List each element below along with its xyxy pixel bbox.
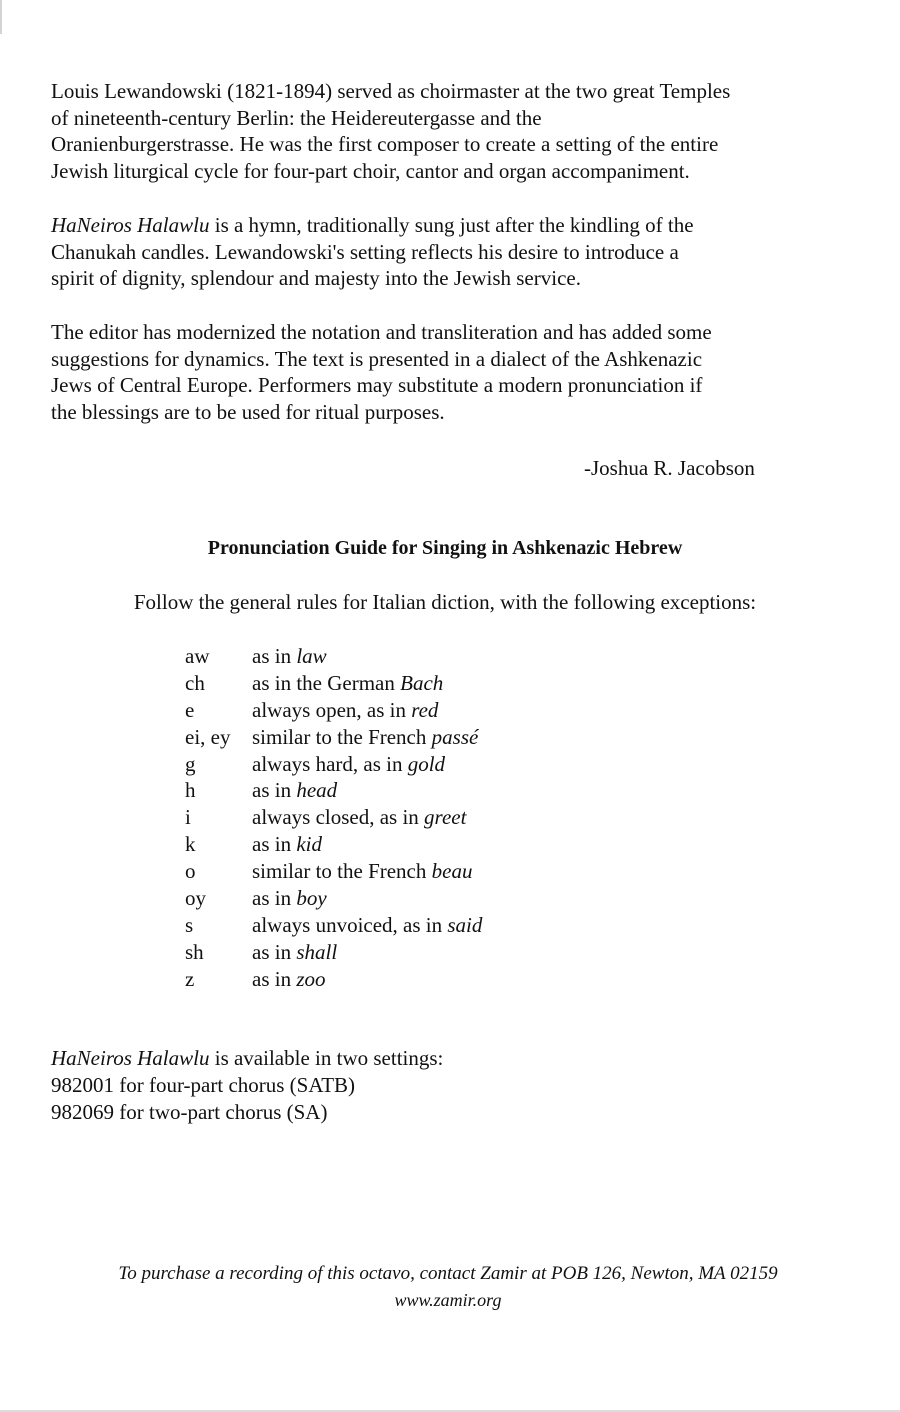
pronunciation-description (252, 885, 327, 912)
description-text: as in (252, 832, 297, 857)
pronunciation-entry (185, 966, 482, 993)
text-line: spirit of dignity, splendour and majesty into the Jewish service. (51, 266, 581, 291)
pronunciation-entry (185, 724, 482, 751)
pronunciation-example: law (296, 644, 327, 668)
pronunciation-example: kid (296, 832, 322, 857)
pronunciation-description (252, 697, 438, 724)
pronunciation-description (252, 966, 326, 993)
editor-signature: -Joshua R. Jacobson (584, 456, 755, 480)
pronunciation-description (252, 724, 478, 751)
text-line: Oranienburgerstrasse. He was the first composer to create a setting of the entire (51, 132, 719, 157)
description-text: always unvoiced, as in (252, 912, 448, 937)
pronunciation-example: shall (296, 939, 338, 964)
availability-section (51, 1045, 443, 1126)
pronunciation-key: i (185, 805, 191, 830)
pronunciation-key: s (185, 912, 194, 937)
description-text: similar to the French (252, 724, 432, 749)
pronunciation-description (252, 831, 322, 858)
description-text: as in (252, 644, 297, 668)
pronunciation-example: greet (424, 805, 467, 830)
pronunciation-key: ch (185, 670, 205, 695)
pronunciation-description (252, 777, 337, 804)
pronunciation-entry (185, 751, 482, 778)
pronunciation-description (252, 643, 327, 670)
pronunciation-entry (185, 939, 482, 966)
description-text: as in the German (252, 670, 401, 695)
pronunciation-key: sh (185, 939, 204, 964)
pronunciation-description (252, 939, 337, 966)
description-text: as in (252, 939, 297, 964)
pronunciation-key: ei, ey (185, 724, 231, 749)
pronunciation-description (252, 670, 443, 697)
availability-heading (51, 1045, 443, 1072)
pronunciation-example: Bach (400, 670, 444, 695)
description-text: always open, as in (252, 697, 412, 722)
text-line: the blessings are to be used for ritual purposes. (51, 400, 445, 425)
pronunciation-example: red (411, 697, 439, 722)
intro-paragraph-hymn (51, 212, 851, 292)
website-url: www.zamir.org (394, 1290, 502, 1310)
text-line: of nineteenth-century Berlin: the Heidereutergasse and the (51, 105, 542, 130)
pronunciation-key: g (185, 751, 196, 776)
description-text: always closed, as in (252, 805, 425, 830)
text-line: Chanukah candles. Lewandowski's setting reflects his desire to introduce a (51, 239, 679, 264)
pronunciation-example: boy (296, 886, 327, 911)
purchase-note: To purchase a recording of this octavo, contact Zamir at POB 126, Newton, MA 02159 (118, 1263, 778, 1284)
description-text: as in (252, 886, 297, 911)
hymn-title: HaNeiros Halawlu (51, 1046, 210, 1070)
pronunciation-description (252, 804, 466, 831)
pronunciation-key: oy (185, 886, 206, 911)
pronunciation-example: gold (407, 751, 446, 776)
pronunciation-guide-intro: Follow the general rules for Italian diction, with the following exceptions: (133, 590, 757, 614)
description-text: similar to the French (252, 859, 432, 884)
text-line: Jews of Central Europe. Performers may substitute a modern pronunciation if (51, 373, 703, 398)
pronunciation-description (252, 912, 482, 939)
pronunciation-entry (185, 804, 482, 831)
pronunciation-entry (185, 912, 482, 939)
pronunciation-entry (185, 858, 482, 885)
purchase-footer (0, 1260, 896, 1314)
pronunciation-entry (185, 697, 482, 724)
pronunciation-key: k (185, 832, 196, 857)
pronunciation-entry (185, 643, 482, 670)
pronunciation-key: z (185, 966, 195, 991)
pronunciation-entry (185, 831, 482, 858)
pronunciation-example: beau (431, 859, 473, 884)
pronunciation-key: h (185, 778, 196, 803)
pronunciation-key: e (185, 697, 195, 722)
page-edge-line (0, 0, 2, 34)
pronunciation-description (252, 751, 445, 778)
text-line (51, 212, 851, 239)
pronunciation-entry (185, 670, 482, 697)
pronunciation-guide-title: Pronunciation Guide for Singing in Ashkenazic Hebrew (207, 537, 683, 559)
pronunciation-list (185, 643, 482, 993)
setting-item: 982069 for two-part chorus (SA) (51, 1100, 328, 1124)
pronunciation-key: aw (185, 644, 210, 668)
intro-paragraph-composer (51, 78, 851, 185)
pronunciation-example: head (296, 778, 338, 803)
intro-paragraph-editor (51, 319, 851, 426)
text-line: Jewish liturgical cycle for four-part choir, cantor and organ accompaniment. (51, 159, 690, 184)
pronunciation-entry (185, 777, 482, 804)
pronunciation-example: passé (431, 724, 479, 749)
pronunciation-example: zoo (296, 966, 326, 991)
pronunciation-description (252, 858, 472, 885)
text-line: Louis Lewandowski (1821-1894) served as choirmaster at the two great Temples (51, 79, 731, 103)
pronunciation-example: said (447, 912, 483, 937)
description-text: as in (252, 778, 297, 803)
pronunciation-entry (185, 885, 482, 912)
text-fragment: is available in two settings: (209, 1046, 444, 1070)
pronunciation-key: o (185, 859, 196, 884)
setting-item: 982001 for four-part chorus (SATB) (51, 1073, 356, 1097)
text-fragment: is a hymn, traditionally sung just after the kindling of the (209, 213, 694, 237)
description-text: always hard, as in (252, 751, 408, 776)
hymn-title: HaNeiros Halawlu (51, 213, 210, 237)
text-line: suggestions for dynamics. The text is presented in a dialect of the Ashkenazic (51, 346, 703, 371)
text-line: The editor has modernized the notation and transliteration and has added some (51, 320, 712, 344)
description-text: as in (252, 966, 297, 991)
